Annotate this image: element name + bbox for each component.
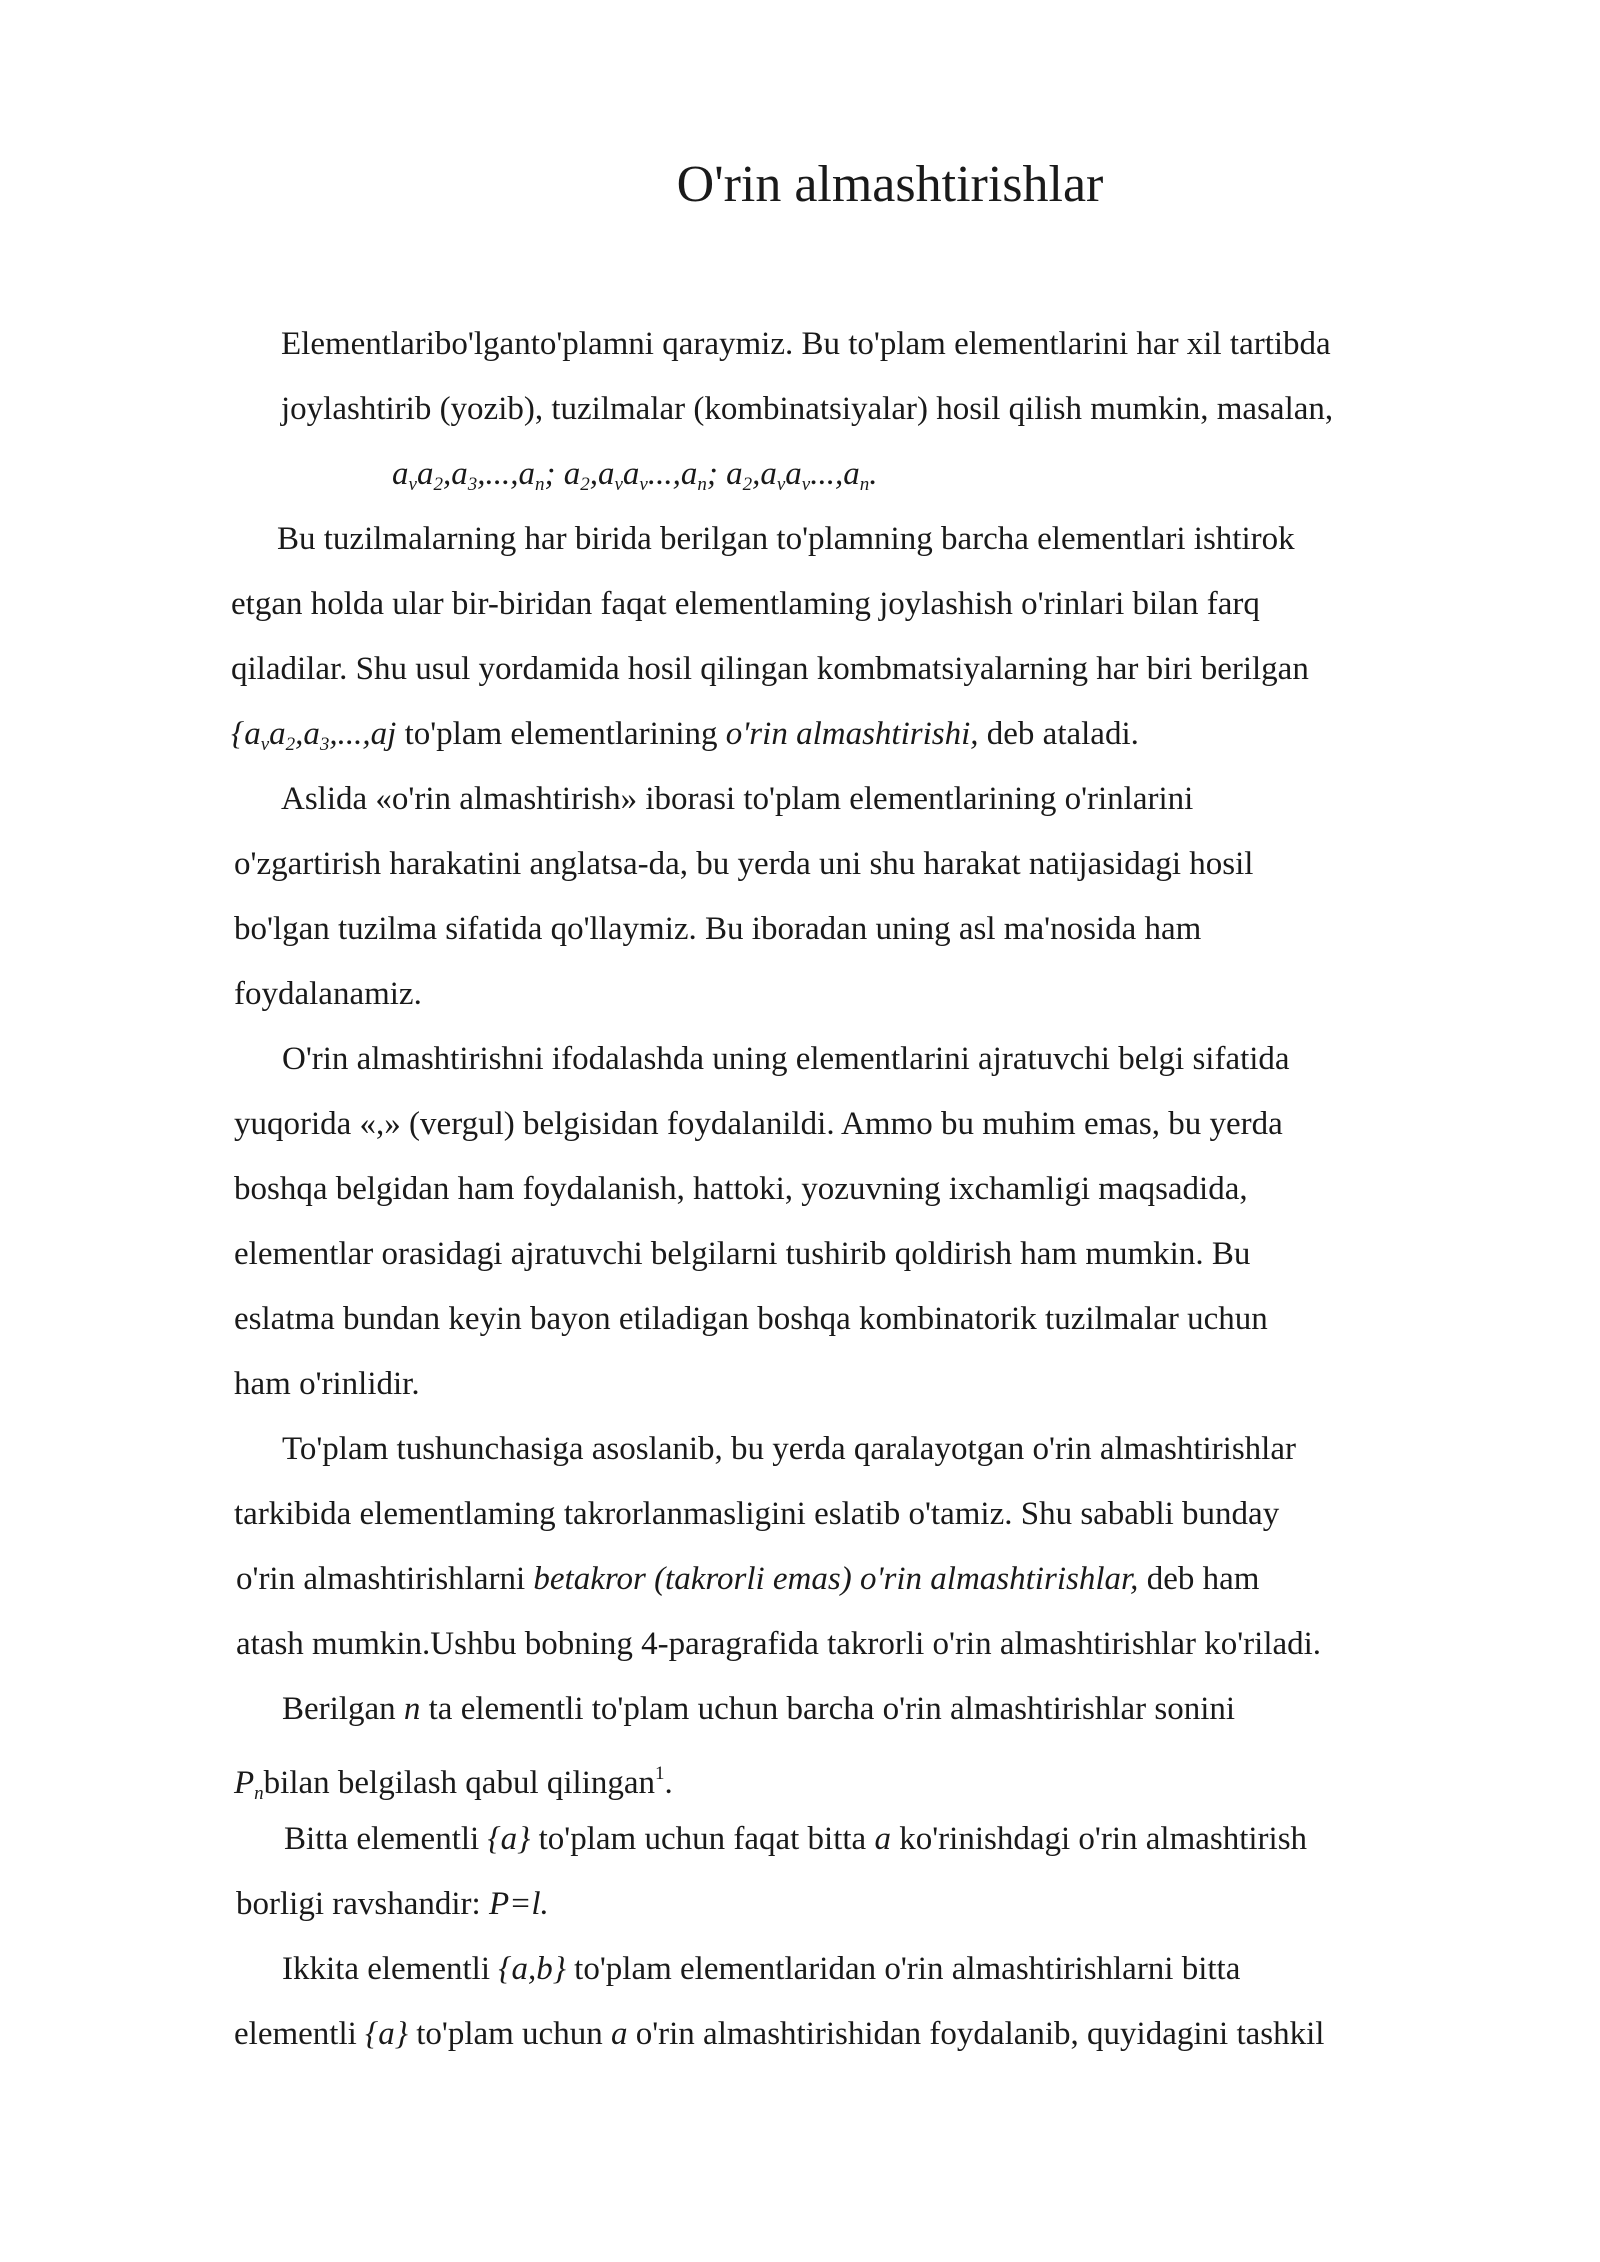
- formula-symbol: a: [843, 456, 860, 492]
- paragraph-2-text-end: deb ataladi.: [978, 716, 1139, 752]
- term-non-repeating-permutations: betakror (takrorli emas) o'rin almashtirishlar,: [533, 1561, 1139, 1597]
- paragraph-1-line-2: joylashtirib (yozib), tuzilmalar (kombinatsiyalar) hosil qilish mumkin, masalan,: [281, 391, 1334, 427]
- formula-subscript: 2: [580, 474, 590, 495]
- formula-separator: ,: [477, 456, 486, 492]
- paragraph-8-text: elementli: [234, 2016, 366, 2052]
- paragraph-3-line-4: foydalanamiz.: [234, 976, 422, 1012]
- formula-symbol: a: [726, 456, 743, 492]
- paragraph-2-text: to'plam elementlarining: [396, 716, 726, 752]
- formula-subscript: n: [534, 474, 545, 495]
- formula-separator: ,: [589, 456, 598, 492]
- formula-symbol: a: [451, 456, 468, 492]
- formula-separator: ;: [706, 456, 727, 492]
- formula-subscript: v: [639, 474, 648, 495]
- formula-symbol: a: [392, 456, 409, 492]
- paragraph-4-line-5: eslatma bundan keyin bayon etiladigan boshqa kombinatorik tuzilmalar uchun: [234, 1301, 1268, 1337]
- formula-separator: ,: [442, 456, 452, 492]
- paragraph-4-line-1: O'rin almashtirishni ifodalashda uning elementlarini ajratuvchi belgi sifatida: [282, 1041, 1290, 1077]
- paragraph-8-line-1: [282, 1945, 1240, 1993]
- formula-subscript: 3: [467, 474, 478, 495]
- paragraph-6-line-2: [234, 1750, 673, 1818]
- formula-symbol: a: [563, 456, 581, 492]
- paragraph-7-line-2: [236, 1880, 549, 1928]
- set-notation-part: ,a: [295, 716, 320, 752]
- formula-subscript: v: [801, 474, 811, 495]
- paragraph-5-line-1: To'plam tushunchasiga asoslanib, bu yerda qaralayotgan o'rin almashtirishlar: [282, 1431, 1296, 1467]
- formula-subscript: 2: [742, 474, 753, 495]
- set-subscript: 3: [319, 734, 330, 755]
- set-a-b: {a,b}: [498, 1951, 566, 1987]
- formula-subscript: n: [697, 474, 707, 495]
- paragraph-2-line-2: etgan holda ular bir-biridan faqat elementlaming joylashish o'rinlari bilan farq: [231, 586, 1260, 622]
- paragraph-2-line-3: qiladilar. Shu usul yordamida hosil qilingan kombmatsiyalarning har biri berilgan: [231, 651, 1309, 687]
- paragraph-4-line-2: yuqorida «,» (vergul) belgisidan foydalanildi. Ammo bu muhim emas, bu yerda: [234, 1106, 1283, 1142]
- variable-a: a: [610, 2016, 628, 2052]
- paragraph-2-line-4: [231, 710, 1139, 769]
- paragraph-5-line-4: atash mumkin.Ushbu bobning 4-paragrafida takrorli o'rin almashtirishlar ko'riladi.: [236, 1626, 1322, 1662]
- set-a: {a}: [487, 1821, 531, 1857]
- paragraph-1-line-1: Elementlaribo'lganto'plamni qaraymiz. Bu to'plam elementlarini har xil tartibda: [281, 326, 1331, 362]
- paragraph-5-line-2: tarkibida elementlaming takrorlanmasligini eslatib o'tamiz. Shu sababli bunday: [234, 1496, 1280, 1532]
- formula-subscript: v: [776, 474, 786, 495]
- paragraph-2-line-1: Bu tuzilmalarning har birida berilgan to'plamning barcha elementlari ishtirok: [277, 521, 1295, 557]
- permutation-examples-formula: [392, 450, 877, 509]
- formula-symbol: a: [760, 456, 777, 492]
- paragraph-5-line-3: [236, 1555, 1259, 1603]
- formula-ellipsis: ...,: [810, 456, 844, 492]
- paragraph-4-line-3: boshqa belgidan ham foydalanish, hattoki, yozuvning ixchamligi maqsadida,: [234, 1171, 1248, 1207]
- variable-a: a: [874, 1821, 891, 1857]
- set-notation-part: ,...,aj: [329, 716, 397, 752]
- paragraph-8-text-end: o'rin almashtirishidan foydalanib, quyidagini tashkil: [627, 2016, 1325, 2052]
- set-a: {a}: [365, 2016, 408, 2052]
- set-notation-part: {a: [231, 716, 261, 752]
- formula-separator: ;: [544, 456, 564, 492]
- paragraph-8-line-2: [234, 2010, 1324, 2058]
- paragraph-6-period: .: [664, 1765, 673, 1801]
- footnote-marker: 1: [655, 1763, 665, 1784]
- set-notation-part: a: [269, 716, 286, 752]
- paragraph-7-text: borligi ravshandir:: [236, 1886, 489, 1922]
- paragraph-7-line-1: [284, 1815, 1307, 1863]
- paragraph-6-text-end: ta elementli to'plam uchun barcha o'rin almashtirishlar sonini: [420, 1691, 1236, 1727]
- formula-ellipsis: ...,: [485, 456, 519, 492]
- symbol-P-subscript: n: [254, 1783, 264, 1804]
- formula-subscript: v: [408, 474, 417, 495]
- formula-symbol: a: [622, 456, 640, 492]
- set-notation: [231, 716, 397, 755]
- variable-n: n: [403, 1691, 421, 1727]
- formula-end: .: [869, 456, 878, 492]
- formula-symbol: a: [416, 456, 434, 492]
- formula-subscript: n: [859, 474, 870, 495]
- paragraph-6-text: Berilgan: [282, 1691, 404, 1727]
- formula-ellipsis: ...,: [647, 456, 681, 492]
- formula-P-equals-1: P=l.: [488, 1886, 549, 1922]
- set-subscript: v: [260, 734, 270, 755]
- paragraph-7-text-mid: to'plam uchun faqat bitta: [530, 1821, 875, 1857]
- paragraph-6-text: bilan belgilash qabul qilingan: [263, 1765, 656, 1801]
- set-subscript: 2: [285, 734, 296, 755]
- paragraph-4-line-4: elementlar orasidagi ajratuvchi belgilarni tushirib qoldirish ham mumkin. Bu: [234, 1236, 1251, 1272]
- formula-separator: ,: [752, 456, 761, 492]
- formula-subscript: v: [614, 474, 623, 495]
- paragraph-6-line-1: [282, 1685, 1235, 1733]
- paragraph-4-line-6: ham o'rinlidir.: [234, 1366, 420, 1402]
- symbol-P: P: [234, 1765, 255, 1801]
- formula-symbol: a: [785, 456, 802, 492]
- term-permutation: o'rin almashtirishi,: [725, 716, 979, 752]
- paragraph-8-text: Ikkita elementli: [282, 1951, 499, 1987]
- formula-symbol: a: [680, 456, 698, 492]
- paragraph-5-text-end: deb ham: [1138, 1561, 1260, 1597]
- paragraph-5-text: o'rin almashtirishlarni: [236, 1561, 534, 1597]
- paragraph-3-line-3: bo'lgan tuzilma sifatida qo'llaymiz. Bu iboradan uning asl ma'nosida ham: [234, 911, 1202, 947]
- paragraph-3-line-2: o'zgartirish harakatini anglatsa-da, bu yerda uni shu harakat natijasidagi hosil: [234, 846, 1254, 882]
- formula-symbol: a: [597, 456, 615, 492]
- formula-symbol: a: [518, 456, 535, 492]
- formula-subscript: 2: [433, 474, 443, 495]
- paragraph-8-text-end: to'plam elementlaridan o'rin almashtirishlarni bitta: [565, 1951, 1241, 1987]
- paragraph-7-text: Bitta elementli: [284, 1821, 488, 1857]
- paragraph-3-line-1: Aslida «o'rin almashtirish» iborasi to'plam elementlarining o'rinlarini: [281, 781, 1194, 817]
- paragraph-8-text-mid: to'plam uchun: [407, 2016, 611, 2052]
- page-title: O'rin almashtirishlar: [676, 156, 1104, 213]
- paragraph-7-text-end: ko'rinishdagi o'rin almashtirish: [890, 1821, 1308, 1857]
